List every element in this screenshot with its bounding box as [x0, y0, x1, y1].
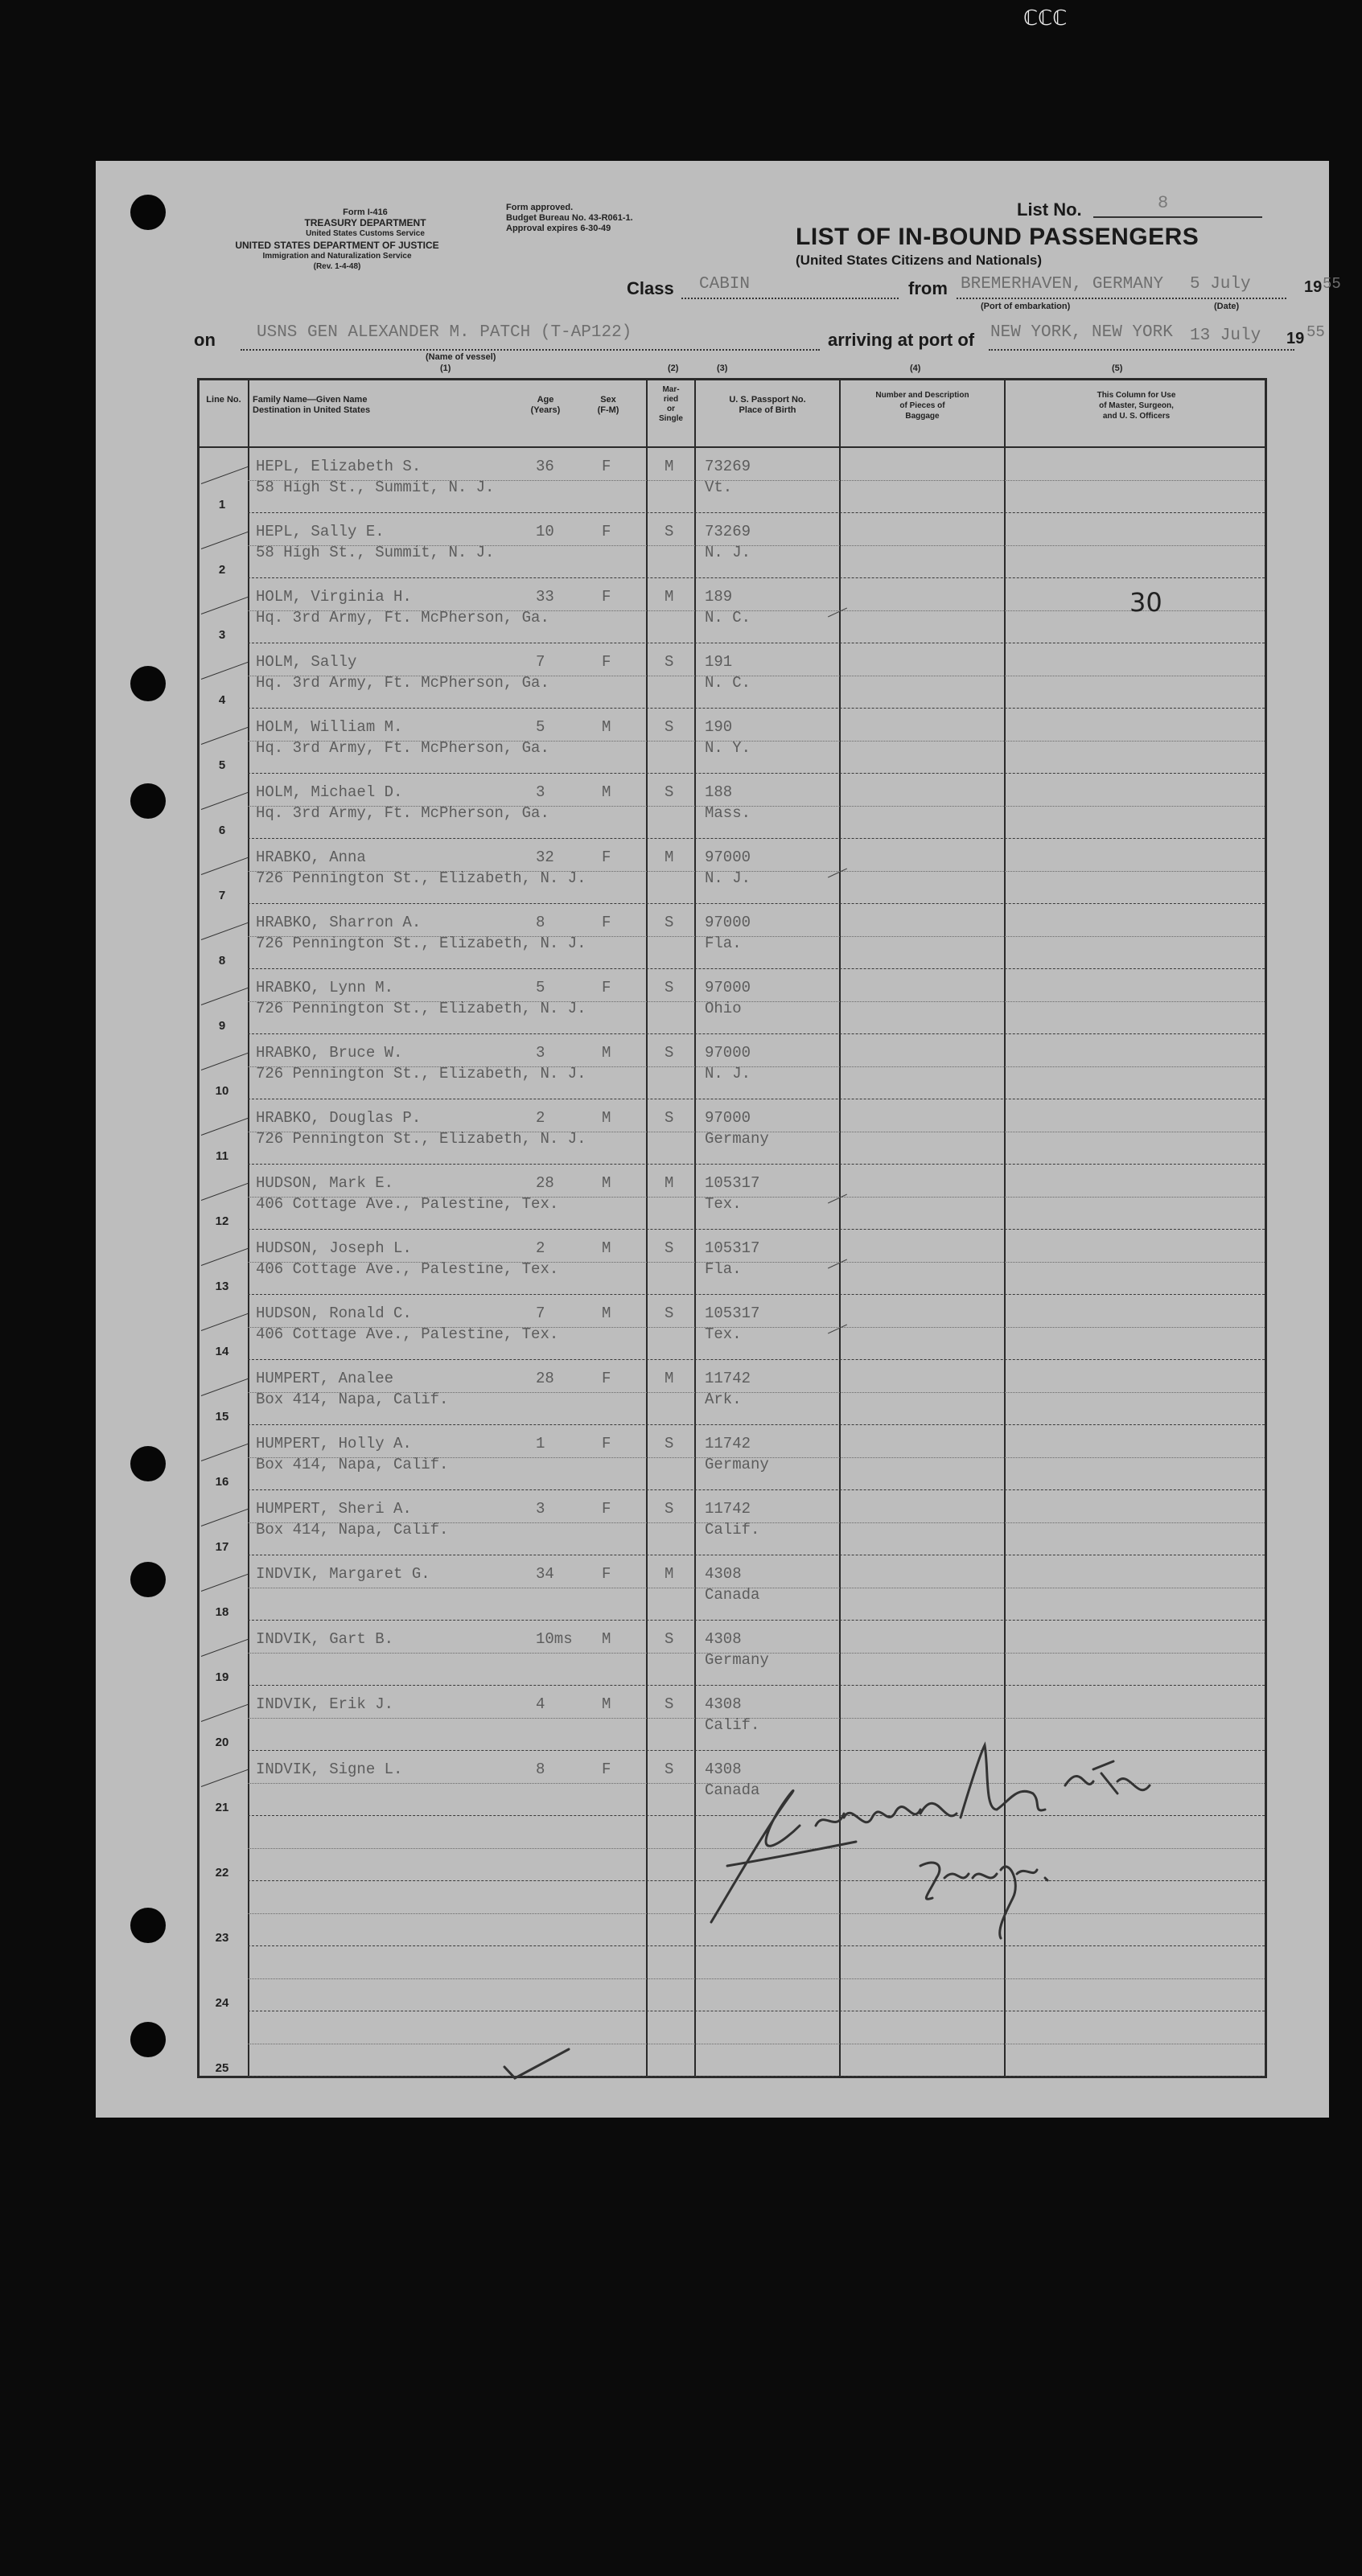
passenger-sex: M: [602, 1695, 611, 1713]
passport-number: 4308: [705, 1695, 742, 1713]
passenger-destination: 406 Cottage Ave., Palestine, Tex.: [256, 1195, 559, 1213]
column-number-3: (3): [717, 364, 728, 373]
place-of-birth: Fla.: [705, 1260, 742, 1278]
document-title: LIST OF IN-BOUND PASSENGERS: [796, 224, 1199, 250]
row-midline: [248, 1392, 1265, 1393]
passport-number: 105317: [705, 1239, 760, 1257]
place-of-birth: Tex.: [705, 1195, 742, 1213]
table-row: [200, 1034, 1265, 1099]
passport-number: 97000: [705, 1109, 751, 1127]
embarkation-port: BREMERHAVEN, GERMANY: [961, 275, 1164, 294]
place-of-birth: N. C.: [705, 609, 751, 627]
place-of-birth: Mass.: [705, 804, 751, 822]
form-identification: [192, 207, 482, 272]
row-midline: [248, 1522, 1265, 1523]
line-tick-mark: [201, 792, 249, 810]
arrival-line: [989, 349, 1294, 351]
column-number-4: (4): [910, 364, 921, 373]
place-of-birth: Canada: [705, 1586, 760, 1604]
vessel-name: USNS GEN ALEXANDER M. PATCH (T-AP122): [257, 323, 632, 342]
approval-expires: Approval expires 6-30-49: [506, 224, 611, 233]
passenger-sex: F: [602, 1435, 611, 1452]
passenger-name: HRABKO, Lynn M.: [256, 979, 394, 996]
arrival-port: NEW YORK, NEW YORK: [990, 323, 1173, 342]
form-approved: Form approved.: [506, 203, 574, 212]
line-number: 16: [215, 1475, 229, 1489]
marital-status: S: [665, 1435, 674, 1452]
passenger-destination: 58 High St., Summit, N. J.: [256, 479, 495, 496]
place-of-birth: N. J.: [705, 1065, 751, 1083]
line-tick-mark: [201, 727, 249, 745]
passenger-sex: M: [602, 783, 611, 801]
line-number: 25: [215, 2061, 229, 2075]
line-number: 18: [215, 1605, 229, 1619]
header-age: Age (Years): [530, 395, 561, 415]
passenger-age: 32: [536, 848, 554, 866]
treasury-department: TREASURY DEPARTMENT: [304, 217, 426, 228]
marital-status: S: [665, 1239, 674, 1257]
place-of-birth: Fla.: [705, 935, 742, 952]
embarkation-date: 5 July: [1190, 275, 1251, 294]
passenger-age: 2: [536, 1239, 545, 1257]
header-name: Family Name—Given Name Destination in United States: [253, 395, 371, 415]
row-midline: [248, 545, 1265, 546]
marital-status: S: [665, 1630, 674, 1648]
table-row: [200, 1490, 1265, 1555]
marital-status: S: [665, 718, 674, 736]
marital-status: S: [665, 1500, 674, 1518]
passenger-destination: Hq. 3rd Army, Ft. McPherson, Ga.: [256, 804, 549, 822]
line-number: 15: [215, 1410, 229, 1424]
row-midline: [248, 936, 1265, 937]
table-row: [200, 1425, 1265, 1490]
from-label: from: [908, 278, 948, 298]
passport-number: 105317: [705, 1174, 760, 1192]
passenger-destination: 726 Pennington St., Elizabeth, N. J.: [256, 1065, 586, 1083]
row-midline: [248, 1653, 1265, 1654]
row-midline: [248, 1066, 1265, 1067]
place-of-birth: Germany: [705, 1456, 769, 1473]
class-line: [681, 298, 899, 299]
marital-status: S: [665, 979, 674, 996]
inspector-signature: [679, 1737, 1210, 1946]
passport-number: 11742: [705, 1370, 751, 1387]
from-year-prefix: 19: [1304, 278, 1323, 296]
list-number-label: List No.: [1017, 199, 1082, 220]
passenger-destination: 726 Pennington St., Elizabeth, N. J.: [256, 935, 586, 952]
passenger-sex: M: [602, 1174, 611, 1192]
passenger-sex: M: [602, 1109, 611, 1127]
table-row: [200, 969, 1265, 1034]
passenger-sex: F: [602, 914, 611, 931]
table-row: [200, 1295, 1265, 1360]
passenger-age: 28: [536, 1174, 554, 1192]
passenger-age: 3: [536, 1044, 545, 1062]
line-tick-mark: [201, 466, 249, 484]
passenger-sex: F: [602, 653, 611, 671]
passenger-age: 10: [536, 523, 554, 540]
marital-status: M: [665, 1370, 674, 1387]
passenger-name: HUDSON, Mark E.: [256, 1174, 394, 1192]
column-number-1: (1): [440, 364, 451, 373]
table-row: [200, 1621, 1265, 1686]
place-of-birth: N. Y.: [705, 739, 751, 757]
table-row: [200, 774, 1265, 839]
line-number: 4: [218, 693, 226, 707]
binder-hole: [130, 783, 166, 819]
table-row: [200, 1165, 1265, 1230]
class-label: Class: [627, 278, 674, 298]
passport-number: 105317: [705, 1304, 760, 1322]
line-number: 24: [215, 1996, 229, 2010]
row-midline: [248, 871, 1265, 872]
customs-service: United States Customs Service: [306, 229, 425, 238]
passport-number: 73269: [705, 523, 751, 540]
row-midline: [248, 1327, 1265, 1328]
place-of-birth: N. J.: [705, 544, 751, 561]
from-year: 55: [1323, 275, 1341, 293]
vessel-caption: (Name of vessel): [426, 352, 496, 362]
binder-hole: [130, 666, 166, 701]
passport-number: 4308: [705, 1630, 742, 1648]
on-label: on: [194, 330, 216, 350]
line-tick-mark: [201, 1248, 249, 1266]
place-of-birth: Calif.: [705, 1716, 760, 1734]
passenger-sex: M: [602, 1630, 611, 1648]
passenger-sex: F: [602, 848, 611, 866]
passport-number: 190: [705, 718, 733, 736]
place-of-birth: Calif.: [705, 1521, 760, 1539]
row-midline: [248, 1001, 1265, 1002]
place-of-birth: Vt.: [705, 479, 733, 496]
marital-status: S: [665, 783, 674, 801]
passenger-age: 36: [536, 458, 554, 475]
arrival-year-prefix: 19: [1286, 330, 1305, 347]
place-of-birth: Ohio: [705, 1000, 742, 1017]
passenger-name: HUDSON, Joseph L.: [256, 1239, 412, 1257]
marital-status: S: [665, 1304, 674, 1322]
class-value: CABIN: [699, 275, 751, 294]
marital-status: S: [665, 914, 674, 931]
passenger-name: HRABKO, Anna: [256, 848, 366, 866]
line-tick-mark: [201, 1509, 249, 1526]
row-midline: [248, 806, 1265, 807]
immigration-service: Immigration and Naturalization Service: [262, 252, 412, 261]
line-number: 7: [218, 889, 226, 902]
passenger-destination: Box 414, Napa, Calif.: [256, 1521, 449, 1539]
line-number: 21: [215, 1801, 229, 1814]
line-number: 20: [215, 1736, 229, 1749]
passenger-sex: M: [602, 1304, 611, 1322]
passenger-name: HEPL, Elizabeth S.: [256, 458, 422, 475]
line-tick-mark: [201, 1118, 249, 1136]
row-midline: [248, 741, 1265, 742]
manifest-page: [96, 161, 1341, 2118]
passport-number: 97000: [705, 848, 751, 866]
row-midline: [248, 1262, 1265, 1263]
line-tick-mark: [201, 922, 249, 940]
document-subtitle: (United States Citizens and Nationals): [796, 253, 1043, 268]
arrival-date: 13 July: [1190, 327, 1261, 345]
passenger-age: 28: [536, 1370, 554, 1387]
header-married: Mar- ried or Single: [658, 385, 683, 423]
place-of-birth: Canada: [705, 1781, 760, 1799]
table-row: [200, 1946, 1265, 2011]
line-number: 23: [215, 1931, 229, 1945]
binder-hole: [130, 195, 166, 230]
passport-number: 97000: [705, 1044, 751, 1062]
justice-department: UNITED STATES DEPARTMENT OF JUSTICE: [235, 240, 439, 251]
passenger-name: HRABKO, Sharron A.: [256, 914, 422, 931]
row-midline: [248, 610, 1265, 611]
line-tick-mark: [201, 988, 249, 1005]
table-row: [200, 513, 1265, 578]
corner-mark: ℂℂℂ: [1023, 6, 1068, 31]
line-tick-mark: [201, 1704, 249, 1722]
passenger-sex: F: [602, 588, 611, 606]
table-row: [200, 839, 1265, 904]
table-row: [200, 448, 1265, 513]
passenger-name: HRABKO, Douglas P.: [256, 1109, 422, 1127]
binder-hole: [130, 1446, 166, 1481]
line-tick-mark: [201, 1053, 249, 1070]
passenger-destination: 726 Pennington St., Elizabeth, N. J.: [256, 869, 586, 887]
marital-status: S: [665, 1109, 674, 1127]
table-row: [200, 709, 1265, 774]
line-tick-mark: [201, 1183, 249, 1201]
passenger-name: HOLM, William M.: [256, 718, 403, 736]
passenger-destination: Hq. 3rd Army, Ft. McPherson, Ga.: [256, 674, 549, 692]
table-row: [200, 904, 1265, 969]
marital-status: M: [665, 458, 674, 475]
port-caption: (Port of embarkation): [981, 302, 1071, 311]
marital-status: M: [665, 1565, 674, 1583]
budget-bureau: Budget Bureau No. 43-R061-1.: [506, 213, 633, 223]
passenger-name: INDVIK, Gart B.: [256, 1630, 394, 1648]
passport-number: 11742: [705, 1500, 751, 1518]
passenger-age: 10ms: [536, 1630, 573, 1648]
passenger-sex: F: [602, 1760, 611, 1778]
marital-status: M: [665, 588, 674, 606]
passenger-age: 4: [536, 1695, 545, 1713]
line-tick-mark: [201, 1639, 249, 1657]
line-tick-mark: [201, 532, 249, 549]
passport-number: 11742: [705, 1435, 751, 1452]
arriving-label: arriving at port of: [828, 330, 975, 350]
from-line: [957, 298, 1286, 299]
passenger-sex: M: [602, 1239, 611, 1257]
marital-status: S: [665, 523, 674, 540]
row-rule: [248, 2076, 1265, 2077]
passenger-sex: F: [602, 979, 611, 996]
line-tick-mark: [201, 1313, 249, 1331]
passenger-age: 7: [536, 1304, 545, 1322]
line-number: 6: [218, 824, 226, 837]
line-tick-mark: [201, 1574, 249, 1592]
place-of-birth: Germany: [705, 1130, 769, 1148]
passenger-name: HEPL, Sally E.: [256, 523, 385, 540]
line-tick-mark: [201, 857, 249, 875]
passenger-destination: 406 Cottage Ave., Palestine, Tex.: [256, 1325, 559, 1343]
row-midline: [248, 1718, 1265, 1719]
header-sex: Sex (F-M): [597, 395, 619, 415]
form-revision: (Rev. 1-4-48): [313, 262, 361, 271]
header-baggage: Number and Description of Pieces of Baggage: [875, 391, 969, 421]
line-number: 17: [215, 1540, 229, 1554]
line-number: 14: [215, 1345, 229, 1358]
marital-status: S: [665, 1695, 674, 1713]
list-number-line: [1093, 216, 1262, 218]
place-of-birth: Tex.: [705, 1325, 742, 1343]
header-passport: U. S. Passport No. Place of Birth: [729, 395, 806, 415]
passenger-age: 1: [536, 1435, 545, 1452]
place-of-birth: Ark.: [705, 1391, 742, 1408]
passenger-name: HUMPERT, Sheri A.: [256, 1500, 412, 1518]
line-number: 13: [215, 1280, 229, 1293]
passenger-name: INDVIK, Signe L.: [256, 1760, 403, 1778]
table-row: [200, 1555, 1265, 1621]
marital-status: M: [665, 848, 674, 866]
passport-number: 191: [705, 653, 733, 671]
table-row: [200, 643, 1265, 709]
column-number-5: (5): [1112, 364, 1123, 373]
passenger-name: INDVIK, Erik J.: [256, 1695, 394, 1713]
header-officers: This Column for Use of Master, Surgeon, and U. S. Officers: [1097, 391, 1176, 421]
passenger-destination: Box 414, Napa, Calif.: [256, 1456, 449, 1473]
column-number-2: (2): [668, 364, 679, 373]
passport-number: 189: [705, 588, 733, 606]
binder-hole: [130, 2022, 166, 2057]
marital-status: S: [665, 1760, 674, 1778]
table-row: [200, 1230, 1265, 1295]
passenger-age: 3: [536, 783, 545, 801]
passport-number: 97000: [705, 914, 751, 931]
line-number: 9: [218, 1019, 226, 1033]
passenger-sex: M: [602, 718, 611, 736]
passenger-age: 33: [536, 588, 554, 606]
passenger-name: HOLM, Virginia H.: [256, 588, 412, 606]
date-caption: (Date): [1214, 302, 1240, 311]
passenger-destination: 726 Pennington St., Elizabeth, N. J.: [256, 1000, 586, 1017]
binder-hole: [130, 1908, 166, 1943]
passport-number: 4308: [705, 1760, 742, 1778]
line-number: 11: [216, 1149, 228, 1163]
passenger-age: 8: [536, 914, 545, 931]
line-tick-mark: [201, 1444, 249, 1461]
line-number: 2: [218, 563, 226, 577]
vessel-line: [241, 349, 820, 351]
passport-number: 4308: [705, 1565, 742, 1583]
passenger-age: 34: [536, 1565, 554, 1583]
passenger-name: HRABKO, Bruce W.: [256, 1044, 403, 1062]
passenger-name: INDVIK, Margaret G.: [256, 1565, 430, 1583]
line-number: 12: [215, 1214, 229, 1228]
table-row: [200, 1360, 1265, 1425]
passenger-destination: 406 Cottage Ave., Palestine, Tex.: [256, 1260, 559, 1278]
marital-status: M: [665, 1174, 674, 1192]
passenger-sex: F: [602, 1500, 611, 1518]
passenger-name: HOLM, Sally: [256, 653, 357, 671]
passenger-sex: F: [602, 523, 611, 540]
table-row: [200, 1099, 1265, 1165]
marital-status: S: [665, 1044, 674, 1062]
line-number: 19: [215, 1670, 229, 1684]
line-number: 10: [215, 1084, 229, 1098]
form-number: Form I-416: [343, 207, 388, 217]
passenger-age: 5: [536, 718, 545, 736]
passenger-sex: F: [602, 458, 611, 475]
passenger-name: HUMPERT, Analee: [256, 1370, 394, 1387]
line-tick-mark: [201, 662, 249, 680]
line-number: 8: [218, 954, 226, 968]
binder-hole: [130, 1562, 166, 1597]
list-number-value: 8: [1158, 193, 1169, 213]
passenger-sex: F: [602, 1565, 611, 1583]
passenger-age: 7: [536, 653, 545, 671]
arrival-year: 55: [1306, 323, 1325, 341]
line-number: 22: [215, 1866, 229, 1880]
line-number: 3: [218, 628, 226, 642]
place-of-birth: Germany: [705, 1651, 769, 1669]
budget-approval: [506, 203, 633, 234]
place-of-birth: N. C.: [705, 674, 751, 692]
passport-number: 73269: [705, 458, 751, 475]
officer-note: 30: [1130, 587, 1162, 618]
header-line-no: Line No.: [206, 395, 241, 405]
check-mark-icon: [500, 2043, 573, 2083]
passenger-destination: 726 Pennington St., Elizabeth, N. J.: [256, 1130, 586, 1148]
row-midline: [248, 480, 1265, 481]
passenger-destination: Hq. 3rd Army, Ft. McPherson, Ga.: [256, 739, 549, 757]
row-midline: [248, 1978, 1265, 1979]
passport-number: 188: [705, 783, 733, 801]
passenger-destination: Box 414, Napa, Calif.: [256, 1391, 449, 1408]
passenger-age: 2: [536, 1109, 545, 1127]
passenger-age: 8: [536, 1760, 545, 1778]
line-tick-mark: [201, 597, 249, 614]
table-row: [200, 2011, 1265, 2077]
row-midline: [248, 1457, 1265, 1458]
passenger-sex: M: [602, 1044, 611, 1062]
passenger-age: 5: [536, 979, 545, 996]
passenger-age: 3: [536, 1500, 545, 1518]
line-number: 1: [218, 498, 226, 512]
line-tick-mark: [201, 1378, 249, 1396]
row-midline: [248, 1197, 1265, 1198]
passenger-name: HUDSON, Ronald C.: [256, 1304, 412, 1322]
marital-status: S: [665, 653, 674, 671]
line-number: 5: [218, 758, 226, 772]
passenger-sex: F: [602, 1370, 611, 1387]
passenger-destination: Hq. 3rd Army, Ft. McPherson, Ga.: [256, 609, 549, 627]
place-of-birth: N. J.: [705, 869, 751, 887]
passenger-name: HOLM, Michael D.: [256, 783, 403, 801]
line-tick-mark: [201, 1769, 249, 1787]
passport-number: 97000: [705, 979, 751, 996]
table-row: [200, 578, 1265, 643]
passenger-name: HUMPERT, Holly A.: [256, 1435, 412, 1452]
passenger-destination: 58 High St., Summit, N. J.: [256, 544, 495, 561]
